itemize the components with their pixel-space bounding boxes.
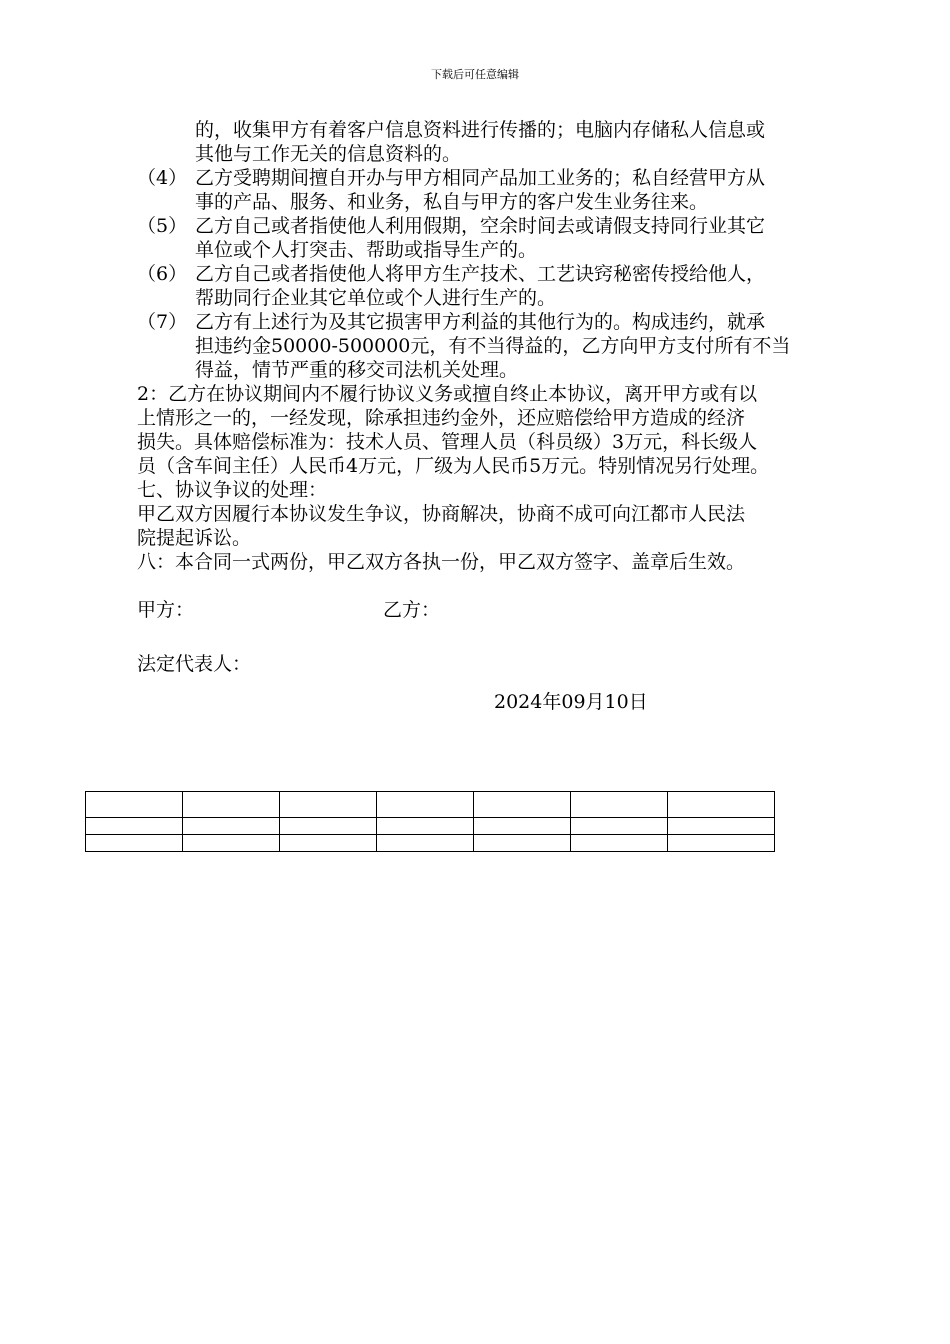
table-cell	[183, 818, 280, 835]
spacer	[137, 622, 887, 646]
clause-number: （6）	[137, 263, 188, 285]
clause-line: 得益，情节严重的移交司法机关处理。	[195, 359, 519, 381]
clause-line: 乙方自己或者指使他人将甲方生产技术、工艺诀窍秘密传授给他人，	[195, 263, 766, 285]
signature-row	[137, 598, 887, 622]
table-cell	[571, 792, 668, 818]
table-cell	[86, 818, 183, 835]
table-cell	[571, 835, 668, 852]
clause-line: 乙方有上述行为及其它损害甲方利益的其他行为的。构成违约，就承	[195, 311, 766, 333]
clause-number: （7）	[137, 311, 188, 333]
clause-item-4	[137, 166, 887, 214]
spacer	[137, 574, 887, 598]
section-7-line: 院提起诉讼。	[137, 527, 252, 549]
continued-line: 的，收集甲方有着客户信息资料进行传播的；电脑内存储私人信息或	[195, 119, 766, 141]
clause-number: （4）	[137, 167, 188, 189]
clause-line: 帮助同行企业其它单位或个人进行生产的。	[195, 287, 557, 309]
table-cell	[377, 818, 474, 835]
table-row	[86, 835, 775, 852]
clause-item-5	[137, 214, 887, 262]
party-a-label: 甲方：	[137, 599, 195, 621]
continued-line: 其他与工作无关的信息资料的。	[195, 143, 462, 165]
paragraph-2-line: 上情形之一的，一经发现，除承担违约金外，还应赔偿给甲方造成的经济	[137, 407, 746, 429]
clause-line: 单位或个人打突击、帮助或指导生产的。	[195, 239, 538, 261]
document-body	[137, 118, 887, 676]
table-cell	[86, 792, 183, 818]
clause-line: 担违约金50000-500000元，有不当得益的，乙方向甲方支付所有不当	[195, 335, 791, 357]
table-cell	[377, 835, 474, 852]
table-cell	[377, 792, 474, 818]
legal-representative-label: 法定代表人：	[137, 653, 252, 675]
table-cell	[668, 792, 775, 818]
clause-line: 乙方受聘期间擅自开办与甲方相同产品加工业务的；私自经营甲方从	[195, 167, 766, 189]
clause-number: （5）	[137, 215, 188, 237]
section-8: 八：本合同一式两份，甲乙双方各执一份，甲乙双方签字、盖章后生效。	[137, 551, 746, 573]
page-header: 下载后可任意编辑	[431, 68, 519, 81]
party-b-label: 乙方：	[383, 599, 441, 621]
table-cell	[183, 835, 280, 852]
clause-line: 乙方自己或者指使他人利用假期，空余时间去或请假支持同行业其它	[195, 215, 766, 237]
clause-line: 事的产品、服务、和业务，私自与甲方的客户发生业务往来。	[195, 191, 709, 213]
section-7-title: 七、协议争议的处理：	[137, 479, 328, 501]
table-cell	[474, 818, 571, 835]
table-cell	[183, 792, 280, 818]
table-cell	[86, 835, 183, 852]
table-cell	[474, 792, 571, 818]
clause-item-6	[137, 262, 887, 310]
empty-table	[85, 791, 775, 852]
table-cell	[280, 818, 377, 835]
paragraph-2-line: 损失。具体赔偿标准为：技术人员、管理人员（科员级）3万元，科长级人	[137, 431, 758, 453]
table-cell	[280, 835, 377, 852]
paragraph-2-line: 员（含车间主任）人民币4万元，厂级为人民币5万元。特别情况另行处理。	[137, 455, 770, 477]
table-cell	[571, 818, 668, 835]
table-cell	[280, 792, 377, 818]
section-7-line: 甲乙双方因履行本协议发生争议，协商解决，协商不成可向江都市人民法	[137, 503, 746, 525]
table-cell	[474, 835, 571, 852]
table-cell	[668, 835, 775, 852]
table-cell	[668, 818, 775, 835]
paragraph-2-line: 2：乙方在协议期间内不履行协议义务或擅自终止本协议，离开甲方或有以	[137, 383, 758, 405]
clause-item-7	[137, 310, 887, 382]
table-row	[86, 792, 775, 818]
signing-date: 2024年09月10日	[494, 691, 648, 713]
table-row	[86, 818, 775, 835]
